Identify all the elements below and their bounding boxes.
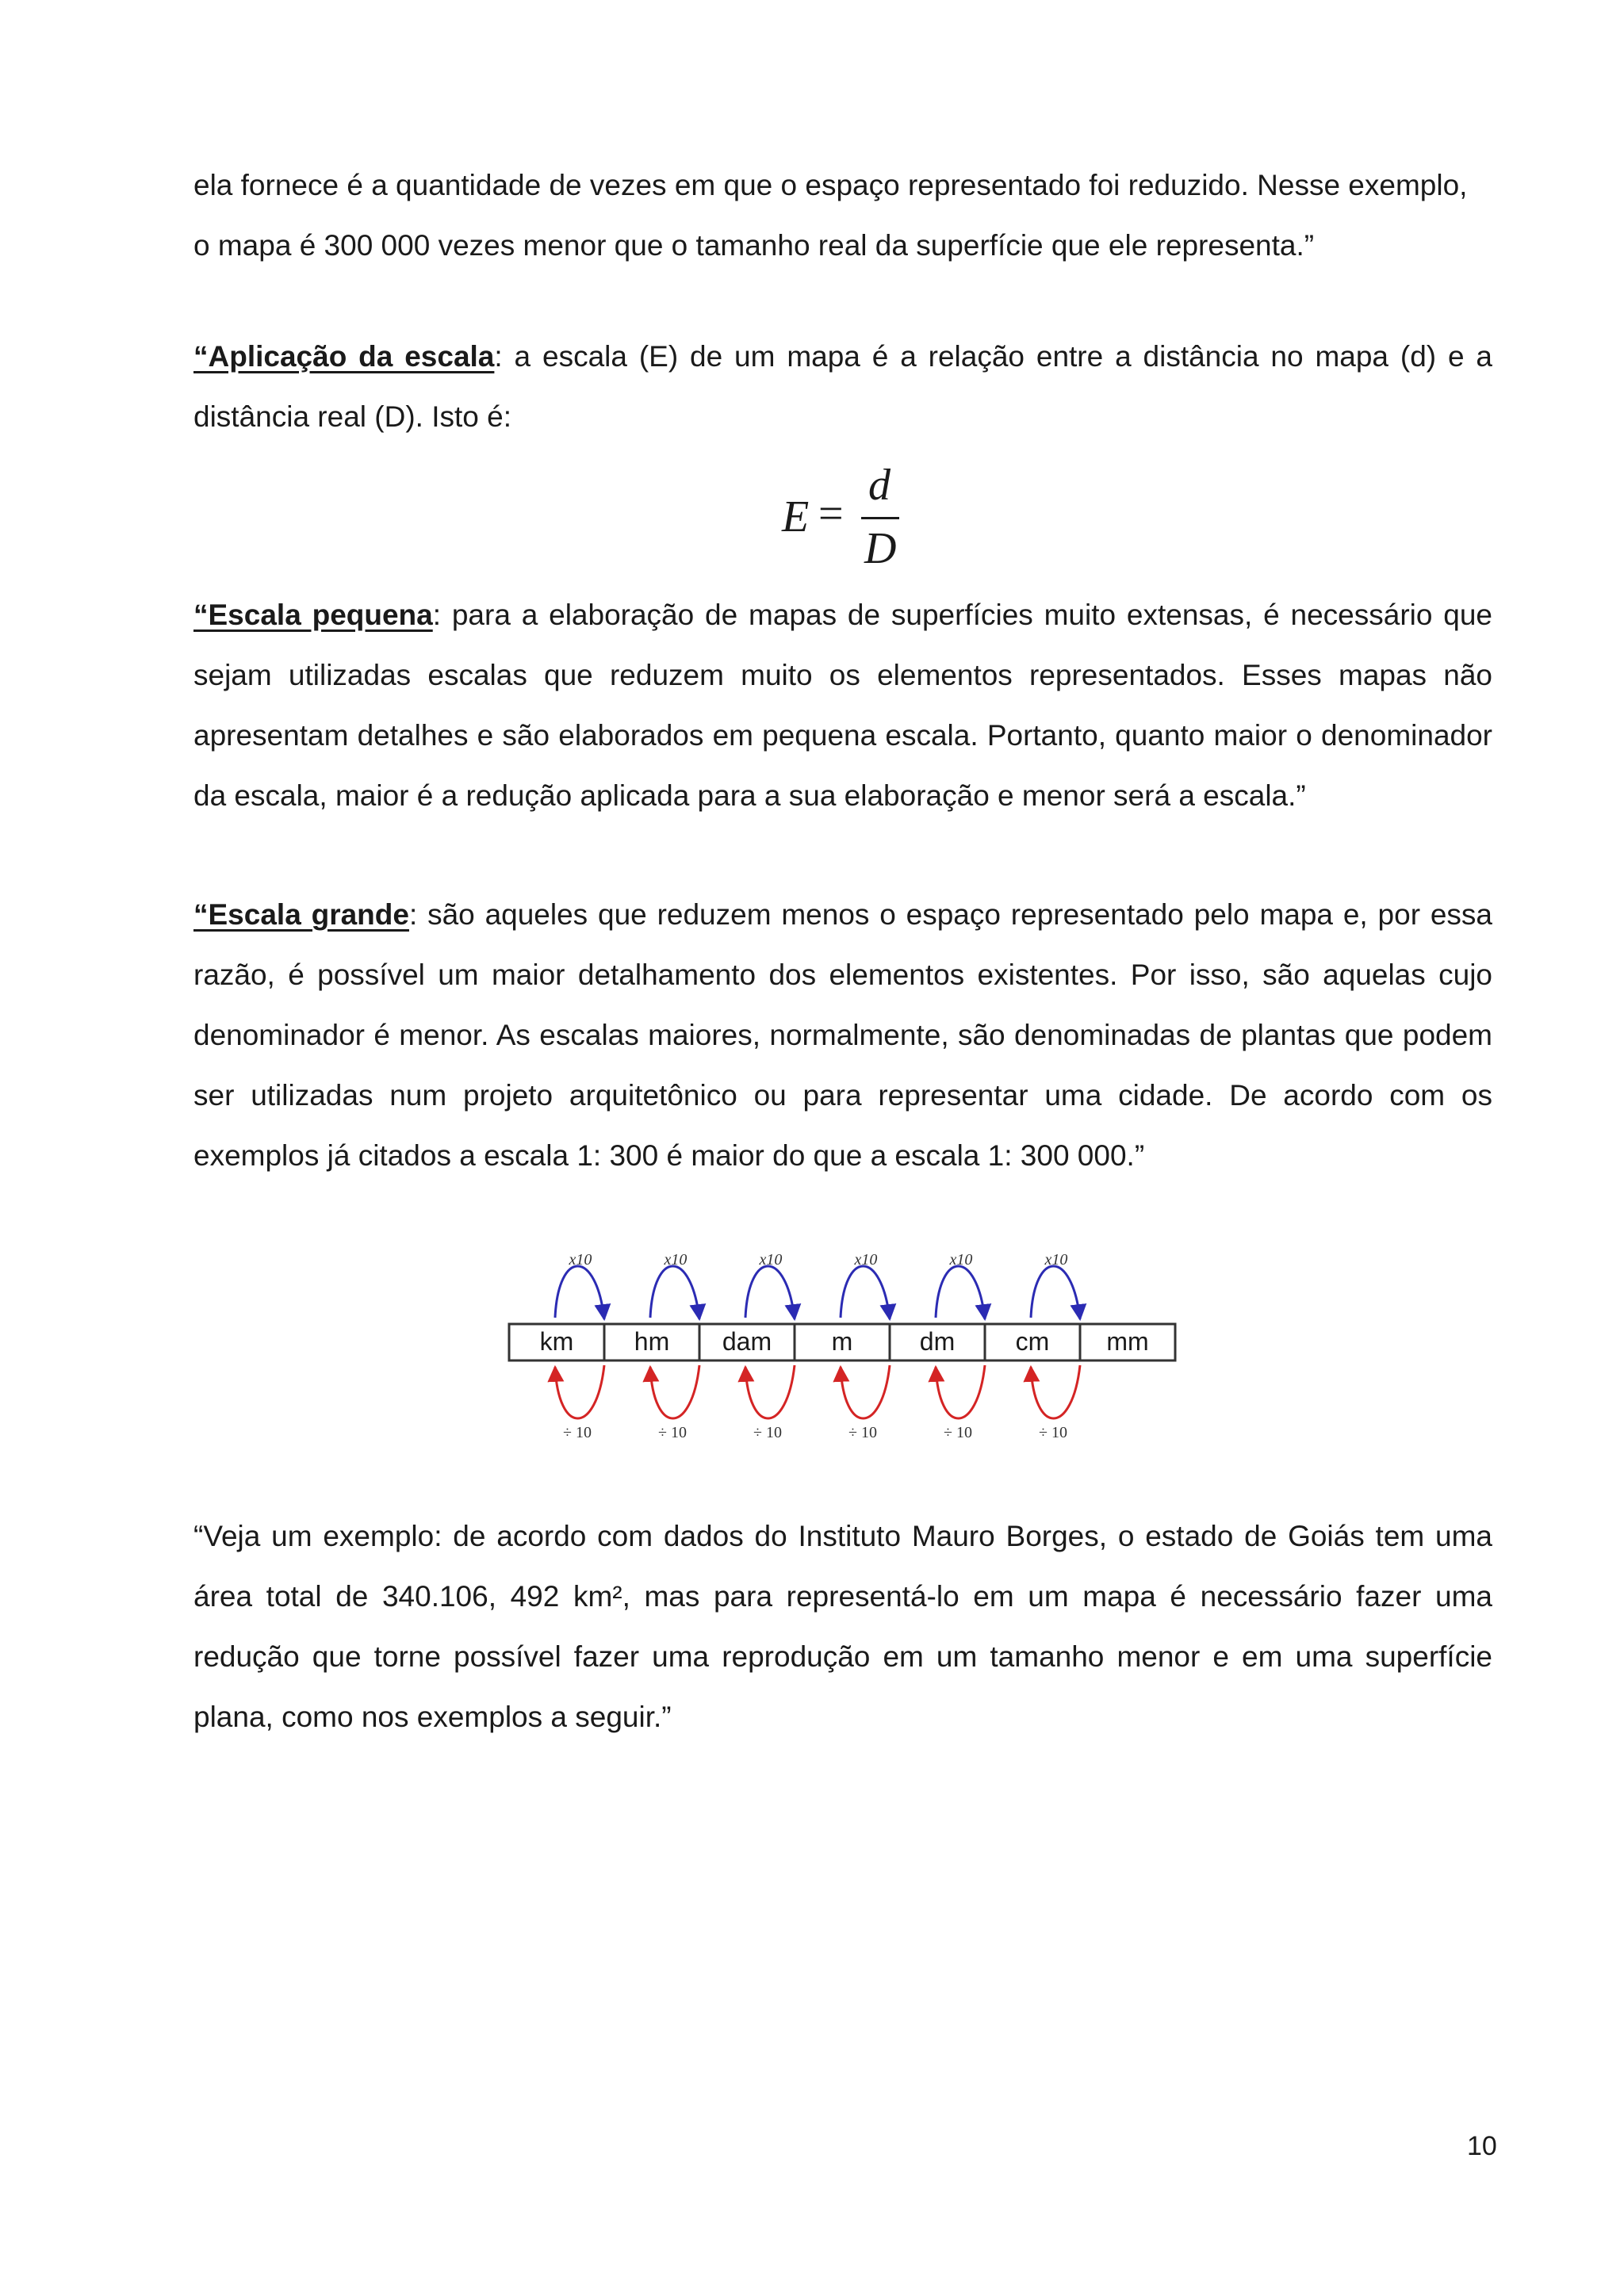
divide-label: ÷ 10: [753, 1424, 782, 1441]
unit-label-dam: dam: [722, 1327, 772, 1356]
multiply-label: x10: [569, 1251, 592, 1269]
divide-label: ÷ 10: [1039, 1424, 1067, 1441]
multiply-arrow: [1031, 1266, 1080, 1319]
paragraph-continuation-line-1: ela fornece é a quantidade de vezes em que o espaço representado foi reduzido. Nesse exemplo,: [193, 169, 1468, 201]
paragraph-small-scale: [193, 585, 1492, 826]
formula-fraction-bar: [861, 517, 899, 519]
divide-arrow: [936, 1365, 985, 1418]
unit-label-mm: mm: [1106, 1327, 1149, 1356]
scale-application-heading: “Aplicação da escala: [193, 340, 495, 373]
large-scale-text: : são aqueles que reduzem menos o espaço representado pelo mapa e, por essa razão, é possível um maior detalhamento dos elementos existentes. Por isso, são aquelas cujo denominador é menor. As escalas maiores, normalmente, são denominadas de plantas que podem ser utilizadas num projeto arquitetônico ou para representar uma cidade. De acordo com os exemplos já citados a escala 1: 300 é maior do que a escala 1: 300 000.”: [193, 898, 1492, 1172]
paragraph-example-goias: [193, 1506, 1492, 1747]
multiply-arrow: [650, 1266, 699, 1319]
divide-arrow: [745, 1365, 795, 1418]
unit-label-hm: hm: [634, 1327, 670, 1356]
formula-denominator: D: [864, 524, 897, 573]
multiply-arrow: [841, 1266, 890, 1319]
divide-arrow: [841, 1365, 890, 1418]
formula-equals: =: [818, 489, 844, 538]
formula-lhs: E: [782, 492, 810, 541]
multiply-arrow: [745, 1266, 795, 1319]
divide-label: ÷ 10: [563, 1424, 592, 1441]
multiply-label: x10: [664, 1251, 688, 1269]
formula-numerator: d: [868, 461, 891, 510]
divide-label: ÷ 10: [944, 1424, 972, 1441]
page-number: 10: [1467, 2131, 1497, 2161]
unit-label-m: m: [831, 1327, 853, 1356]
divide-arrow: [650, 1365, 699, 1418]
divide-arrow: [555, 1365, 604, 1418]
divide-arrow: [1031, 1365, 1080, 1418]
unit-conversion-diagram: [500, 1245, 1182, 1443]
multiply-label: x10: [854, 1251, 878, 1269]
scale-formula: [777, 460, 920, 579]
multiply-label: x10: [949, 1251, 973, 1269]
example-goias-text: “Veja um exemplo: de acordo com dados do Instituto Mauro Borges, o estado de Goiás tem uma área total de 340.106, 492 km², mas para representá-lo em um mapa é necessário fazer uma redução que torne possível fazer uma reprodução em um tamanho menor e em uma superfície plana, como nos exemplos a seguir.”: [193, 1520, 1492, 1733]
multiply-label: x10: [759, 1251, 783, 1269]
unit-label-km: km: [539, 1327, 574, 1356]
paragraph-continuation: [193, 155, 1492, 276]
unit-label-dm: dm: [919, 1327, 956, 1356]
multiply-arrow: [555, 1266, 604, 1319]
small-scale-heading: “Escala pequena: [193, 599, 433, 631]
multiply-label: x10: [1044, 1251, 1068, 1269]
paragraph-scale-application: [193, 327, 1492, 447]
divide-label: ÷ 10: [848, 1424, 877, 1441]
paragraph-large-scale: [193, 885, 1492, 1186]
scale-application-text: : a escala (E) de um mapa é a relação entre a distância no mapa (d) e a distância real (D). Isto é:: [193, 340, 1493, 433]
multiply-arrow: [936, 1266, 985, 1319]
divide-label: ÷ 10: [658, 1424, 687, 1441]
large-scale-heading: “Escala grande: [193, 898, 409, 931]
small-scale-text: : para a elaboração de mapas de superfícies muito extensas, é necessário que sejam utilizadas escalas que reduzem muito os elementos representados. Esses mapas não apresentam detalhes e são elaborados em pequena escala. Portanto, quanto maior o denominador da escala, maior é a redução aplicada para a sua elaboração e menor será a escala.”: [193, 599, 1492, 812]
paragraph-continuation-line-2: o mapa é 300 000 vezes menor que o tamanho real da superfície que ele representa.”: [193, 229, 1315, 262]
unit-label-cm: cm: [1015, 1327, 1050, 1356]
